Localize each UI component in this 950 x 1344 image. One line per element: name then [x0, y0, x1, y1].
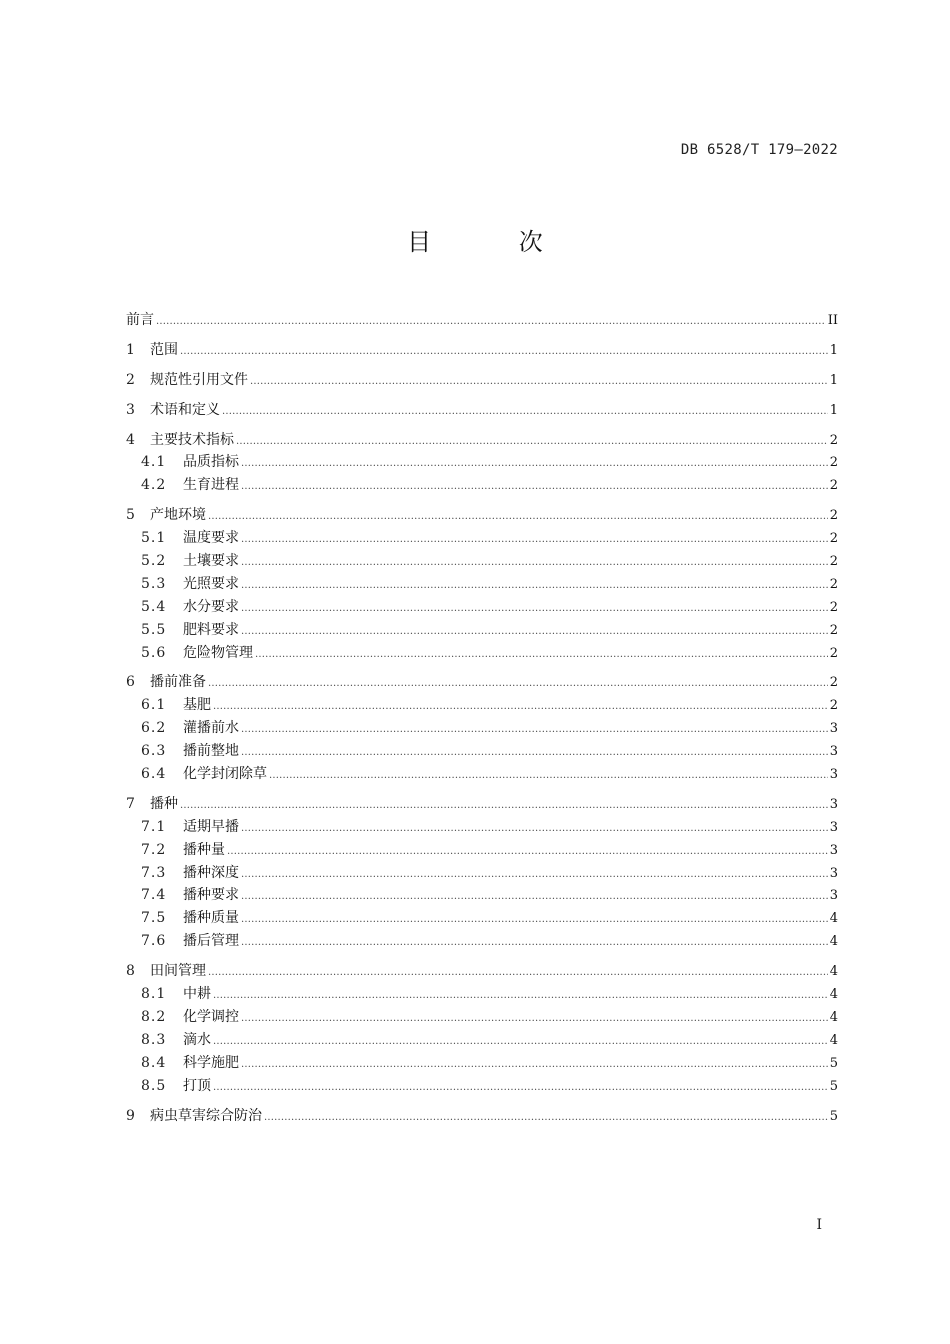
toc-entry-number: 8.1 [141, 986, 167, 1003]
toc-entry-number: 8 [126, 963, 135, 980]
toc-entry[interactable] [126, 451, 838, 474]
toc-entry[interactable] [126, 717, 838, 740]
toc-entry-label: 危险物管理 [183, 644, 253, 661]
toc-entry[interactable] [126, 671, 838, 694]
toc-entry-page: 2 [829, 508, 838, 524]
toc-entry-label: 水分要求 [183, 598, 239, 615]
toc-entry[interactable] [126, 907, 838, 930]
toc-dot-leader [180, 341, 828, 364]
toc-entry-label: 播种量 [183, 841, 225, 858]
toc-entry[interactable] [126, 309, 838, 332]
page-number: I [816, 1217, 822, 1233]
toc-entry[interactable] [126, 1105, 838, 1128]
toc-entry-label: 播后管理 [183, 933, 239, 950]
toc-entry-page: 2 [829, 599, 838, 615]
toc-entry[interactable] [126, 429, 838, 452]
toc-entry-page: II [827, 313, 838, 328]
toc-entry-label: 规范性引用文件 [150, 371, 248, 388]
toc-dot-leader [241, 886, 828, 909]
toc-dot-leader [241, 818, 828, 841]
toc-entry[interactable] [126, 550, 838, 573]
toc-entry-page: 5 [829, 1055, 838, 1071]
toc-entry[interactable] [126, 763, 838, 786]
toc-entry-label: 灌播前水 [183, 720, 239, 737]
toc-dot-leader [180, 795, 828, 818]
toc-entry[interactable] [126, 596, 838, 619]
toc-entry[interactable] [126, 573, 838, 596]
toc-entry-label: 播种质量 [183, 910, 239, 927]
toc-dot-leader [241, 932, 828, 955]
toc-entry-number: 5.1 [141, 530, 167, 547]
toc-entry-page: 2 [829, 675, 838, 691]
toc-entry[interactable] [126, 642, 838, 665]
toc-entry-number: 5.2 [141, 553, 167, 570]
toc-entry[interactable] [126, 740, 838, 763]
toc-entry-number: 6.4 [141, 766, 167, 783]
toc-entry-page: 2 [829, 531, 838, 547]
toc-entry[interactable] [126, 884, 838, 907]
toc-entry-label: 播前整地 [183, 743, 239, 760]
toc-entry-page: 4 [829, 987, 838, 1003]
toc-dot-leader [241, 453, 828, 476]
toc-entry-number: 6 [126, 674, 135, 691]
toc-entry-label: 中耕 [183, 986, 211, 1003]
toc-entry-label: 范围 [150, 341, 178, 358]
toc-entry-number: 6.1 [141, 697, 167, 714]
toc-entry-page: 2 [829, 478, 838, 494]
toc-entry-label: 播种深度 [183, 864, 239, 881]
toc-entry-page: 3 [829, 865, 838, 881]
toc-entry-label: 滴水 [183, 1031, 211, 1048]
toc-entry-label: 打顶 [183, 1077, 211, 1094]
toc-entry-number: 7.4 [141, 887, 167, 904]
toc-entry-number: 5.5 [141, 621, 167, 638]
toc-entry-number: 7.1 [141, 818, 167, 835]
toc-title: 目 次 [407, 228, 583, 256]
toc-entry[interactable] [126, 816, 838, 839]
toc-entry-page: 5 [829, 1078, 838, 1094]
toc-entry-page: 5 [829, 1108, 838, 1124]
toc-dot-leader [241, 476, 828, 499]
toc-dot-leader [241, 719, 828, 742]
toc-dot-leader [241, 552, 828, 575]
toc-entry-label: 前言 [126, 312, 154, 328]
toc-entry-page: 4 [829, 911, 838, 927]
toc-entry-label: 适期早播 [183, 818, 239, 835]
toc-dot-leader [241, 575, 828, 598]
toc-entry-label: 播种 [150, 795, 178, 812]
toc-dot-leader [241, 529, 828, 552]
toc-dot-leader [213, 696, 828, 719]
toc-entry-page: 3 [829, 796, 838, 812]
toc-entry-page: 2 [829, 455, 838, 471]
toc-dot-leader [241, 742, 828, 765]
toc-entry-page: 2 [829, 698, 838, 714]
toc-entry-label: 土壤要求 [183, 553, 239, 570]
toc-dot-leader [236, 431, 828, 454]
toc-entry-number: 1 [126, 341, 135, 358]
toc-entry-number: 4.1 [141, 454, 167, 471]
toc-entry-page: 1 [829, 372, 838, 388]
toc-entry[interactable] [126, 983, 838, 1006]
toc-entry-page: 1 [829, 402, 838, 418]
toc-entry[interactable] [126, 504, 838, 527]
toc-dot-leader [250, 371, 828, 394]
toc-entry-number: 5.3 [141, 575, 167, 592]
toc-entry[interactable] [126, 694, 838, 717]
toc-entry-page: 2 [829, 622, 838, 638]
toc-entry-label: 科学施肥 [183, 1054, 239, 1071]
toc-entry-number: 5 [126, 507, 135, 524]
toc-entry-number: 7.5 [141, 910, 167, 927]
toc-entry[interactable] [126, 862, 838, 885]
toc-entry[interactable] [126, 793, 838, 816]
toc-dot-leader [208, 962, 828, 985]
toc-entry-page: 3 [829, 842, 838, 858]
toc-entry-page: 4 [829, 1032, 838, 1048]
toc-entry-page: 2 [829, 645, 838, 661]
toc-entry[interactable] [126, 1052, 838, 1075]
toc-entry-label: 田间管理 [150, 963, 206, 980]
toc-entry-label: 基肥 [183, 697, 211, 714]
toc-entry-label: 产地环境 [150, 507, 206, 524]
toc-entry-label: 化学调控 [183, 1008, 239, 1025]
toc-entry-number: 8.2 [141, 1008, 167, 1025]
toc-entry-label: 生育进程 [183, 477, 239, 494]
toc-entry-label: 光照要求 [183, 575, 239, 592]
toc-dot-leader [241, 621, 828, 644]
toc-entry[interactable] [126, 399, 838, 422]
toc-entry-number: 2 [126, 371, 135, 388]
document-code: DB 6528/T 179—2022 [680, 142, 838, 158]
toc-entry[interactable] [126, 960, 838, 983]
toc-entry[interactable] [126, 1075, 838, 1098]
toc-entry-label: 肥料要求 [183, 621, 239, 638]
toc-dot-leader [255, 644, 828, 667]
toc-entry-page: 3 [829, 744, 838, 760]
toc-entry[interactable] [126, 369, 838, 392]
toc-dot-leader [269, 765, 828, 788]
toc-dot-leader [213, 985, 828, 1008]
toc-entry-page: 2 [829, 554, 838, 570]
toc-entry-label: 温度要求 [183, 530, 239, 547]
toc-entry-label: 化学封闭除草 [183, 766, 267, 783]
toc-entry-number: 6.3 [141, 743, 167, 760]
toc-entry-label: 播种要求 [183, 887, 239, 904]
toc-entry-page: 3 [829, 819, 838, 835]
toc-entry-page: 2 [829, 432, 838, 448]
toc-dot-leader [227, 841, 828, 864]
toc-entry-number: 5.6 [141, 644, 167, 661]
toc-entry-number: 6.2 [141, 720, 167, 737]
toc-entry-number: 9 [126, 1107, 135, 1124]
toc-entry-number: 4.2 [141, 477, 167, 494]
toc-entry-number: 7.3 [141, 864, 167, 881]
toc-entry[interactable] [126, 527, 838, 550]
toc-entry-number: 5.4 [141, 598, 167, 615]
toc-dot-leader [213, 1077, 828, 1100]
toc-dot-leader [241, 598, 828, 621]
toc-entry[interactable] [126, 339, 838, 362]
toc-dot-leader [208, 506, 828, 529]
toc-dot-leader [208, 673, 828, 696]
toc-entry[interactable] [126, 930, 838, 953]
toc-entry-page: 2 [829, 576, 838, 592]
toc-entry-number: 7.6 [141, 933, 167, 950]
toc-dot-leader [241, 909, 828, 932]
toc-entry[interactable] [126, 1029, 838, 1052]
toc-entry-number: 8.4 [141, 1054, 167, 1071]
toc-entry-page: 4 [829, 1009, 838, 1025]
toc-entry-page: 1 [829, 342, 838, 358]
toc-dot-leader [222, 401, 828, 424]
toc-entry-page: 3 [829, 721, 838, 737]
toc-entry-number: 8.5 [141, 1077, 167, 1094]
toc-dot-leader [241, 864, 828, 887]
toc-entry-number: 7.2 [141, 841, 167, 858]
toc-entry-label: 播前准备 [150, 674, 206, 691]
toc-entry-page: 3 [829, 888, 838, 904]
toc-entry[interactable] [126, 839, 838, 862]
toc-entry-label: 病虫草害综合防治 [150, 1107, 262, 1124]
toc-entry-page: 4 [829, 964, 838, 980]
toc-entry-label: 品质指标 [183, 454, 239, 471]
toc-entry-label: 术语和定义 [150, 401, 220, 418]
toc-dot-leader [241, 1054, 828, 1077]
toc-entry-number: 8.3 [141, 1031, 167, 1048]
toc-entry[interactable] [126, 474, 838, 497]
toc-entry-label: 主要技术指标 [150, 431, 234, 448]
toc-dot-leader [156, 311, 826, 334]
toc-entry[interactable] [126, 619, 838, 642]
toc-entry-page: 4 [829, 934, 838, 950]
table-of-contents [126, 309, 838, 1127]
toc-dot-leader [241, 1008, 828, 1031]
toc-entry-number: 4 [126, 431, 135, 448]
toc-dot-leader [213, 1031, 828, 1054]
toc-entry-number: 3 [126, 401, 135, 418]
toc-dot-leader [264, 1107, 828, 1130]
toc-entry-page: 3 [829, 767, 838, 783]
toc-entry[interactable] [126, 1006, 838, 1029]
toc-entry-number: 7 [126, 795, 135, 812]
